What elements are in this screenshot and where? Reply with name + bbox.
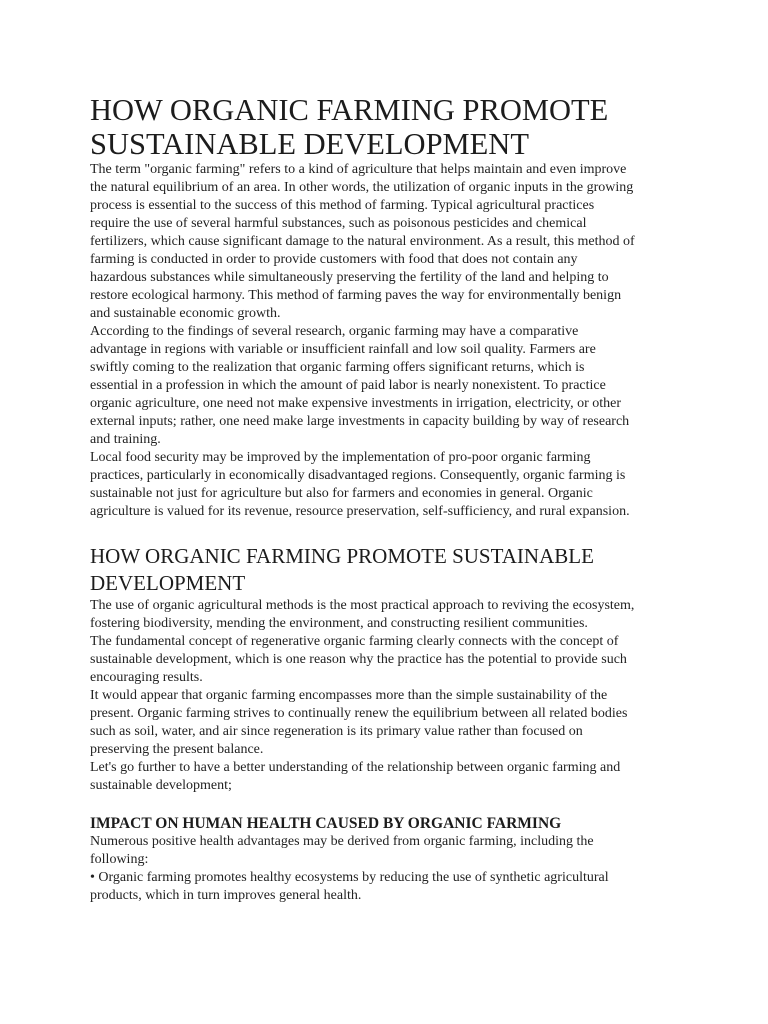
- text-line: Let's go further to have a better understanding of the relationship between organic farming and: [90, 760, 621, 775]
- text-line: sustainable development, which is one reason why the practice has the potential to provide such: [90, 652, 627, 667]
- text-line: the natural equilibrium of an area. In other words, the utilization of organic inputs in the growing: [90, 180, 634, 195]
- text-line: The use of organic agricultural methods is the most practical approach to reviving the ecosystem,: [90, 598, 635, 613]
- text-line: advantage in regions with variable or insufficient rainfall and low soil quality. Farmers are: [90, 342, 596, 357]
- text-line: such as soil, water, and air since regeneration is its primary value rather than focused on: [90, 724, 583, 739]
- text-line: encouraging results.: [90, 670, 203, 685]
- text-line: swiftly coming to the realization that organic farming offers significant returns, which is: [90, 360, 585, 375]
- text-line: agriculture is valued for its revenue, resource preservation, self-sufficiency, and rural expansion.: [90, 504, 630, 519]
- subsection-heading: IMPACT ON HUMAN HEALTH CAUSED BY ORGANIC FARMING: [90, 815, 562, 832]
- text-line: require the use of several harmful substances, such as poisonous pesticides and chemical: [90, 216, 587, 231]
- text-line: fertilizers, which cause significant damage to the natural environment. As a result, this method of: [90, 234, 635, 249]
- heading-line: HOW ORGANIC FARMING PROMOTE SUSTAINABLE: [90, 544, 594, 568]
- text-line: following:: [90, 852, 149, 867]
- paragraph-intro: [90, 161, 682, 323]
- text-line: sustainable development;: [90, 778, 232, 793]
- text-line: and training.: [90, 432, 161, 447]
- heading-line: DEVELOPMENT: [90, 571, 246, 595]
- paragraph-methods: [90, 597, 682, 633]
- text-line: restore ecological harmony. This method of farming paves the way for environmentally benign: [90, 288, 622, 303]
- text-line: Numerous positive health advantages may be derived from organic farming, including the: [90, 834, 594, 849]
- text-line: process is essential to the success of this method of farming. Typical agricultural practices: [90, 198, 595, 213]
- paragraph-health-intro: [90, 833, 682, 869]
- text-line: • Organic farming promotes healthy ecosystems by reducing the use of synthetic agricultural: [90, 870, 609, 885]
- text-line: Local food security may be improved by the implementation of pro-poor organic farming: [90, 450, 591, 465]
- text-line: present. Organic farming strives to continually renew the equilibrium between all related bodies: [90, 706, 628, 721]
- text-line: The fundamental concept of regenerative organic farming clearly connects with the concept of: [90, 634, 619, 649]
- paragraph-food-security: [90, 449, 682, 521]
- text-line: external inputs; rather, one need make large investments in capacity building by way of research: [90, 414, 630, 429]
- text-line: and sustainable economic growth.: [90, 306, 281, 321]
- text-line: products, which in turn improves general health.: [90, 888, 362, 903]
- text-line: fostering biodiversity, mending the environment, and constructing resilient communities.: [90, 616, 588, 631]
- text-line: The term "organic farming" refers to a kind of agriculture that helps maintain and even improve: [90, 162, 627, 177]
- text-line: farming is conducted in order to provide customers with food that does not contain any: [90, 252, 578, 267]
- title-line: HOW ORGANIC FARMING PROMOTE: [90, 93, 609, 127]
- section-heading: [90, 543, 682, 597]
- paragraph-regenerative: [90, 633, 682, 687]
- paragraph-research: [90, 323, 682, 449]
- text-line: sustainable not just for agriculture but also for farmers and economies in general. Organic: [90, 486, 593, 501]
- bullet-item: [90, 869, 682, 905]
- paragraph-relationship: [90, 759, 682, 795]
- title-line: SUSTAINABLE DEVELOPMENT: [90, 127, 529, 161]
- text-line: hazardous substances while simultaneously preserving the fertility of the land and helping to: [90, 270, 609, 285]
- text-line: According to the findings of several research, organic farming may have a comparative: [90, 324, 579, 339]
- text-line: essential in a profession in which the amount of paid labor is nearly nonexistent. To practice: [90, 378, 606, 393]
- main-title: [90, 93, 682, 161]
- text-line: preserving the present balance.: [90, 742, 264, 757]
- text-line: It would appear that organic farming encompasses more than the simple sustainability of the: [90, 688, 608, 703]
- text-line: practices, particularly in economically disadvantaged regions. Consequently, organic farming is: [90, 468, 626, 483]
- paragraph-sustainability: [90, 687, 682, 759]
- document-page: [90, 93, 682, 905]
- text-line: organic agriculture, one need not make expensive investments in irrigation, electricity, or other: [90, 396, 622, 411]
